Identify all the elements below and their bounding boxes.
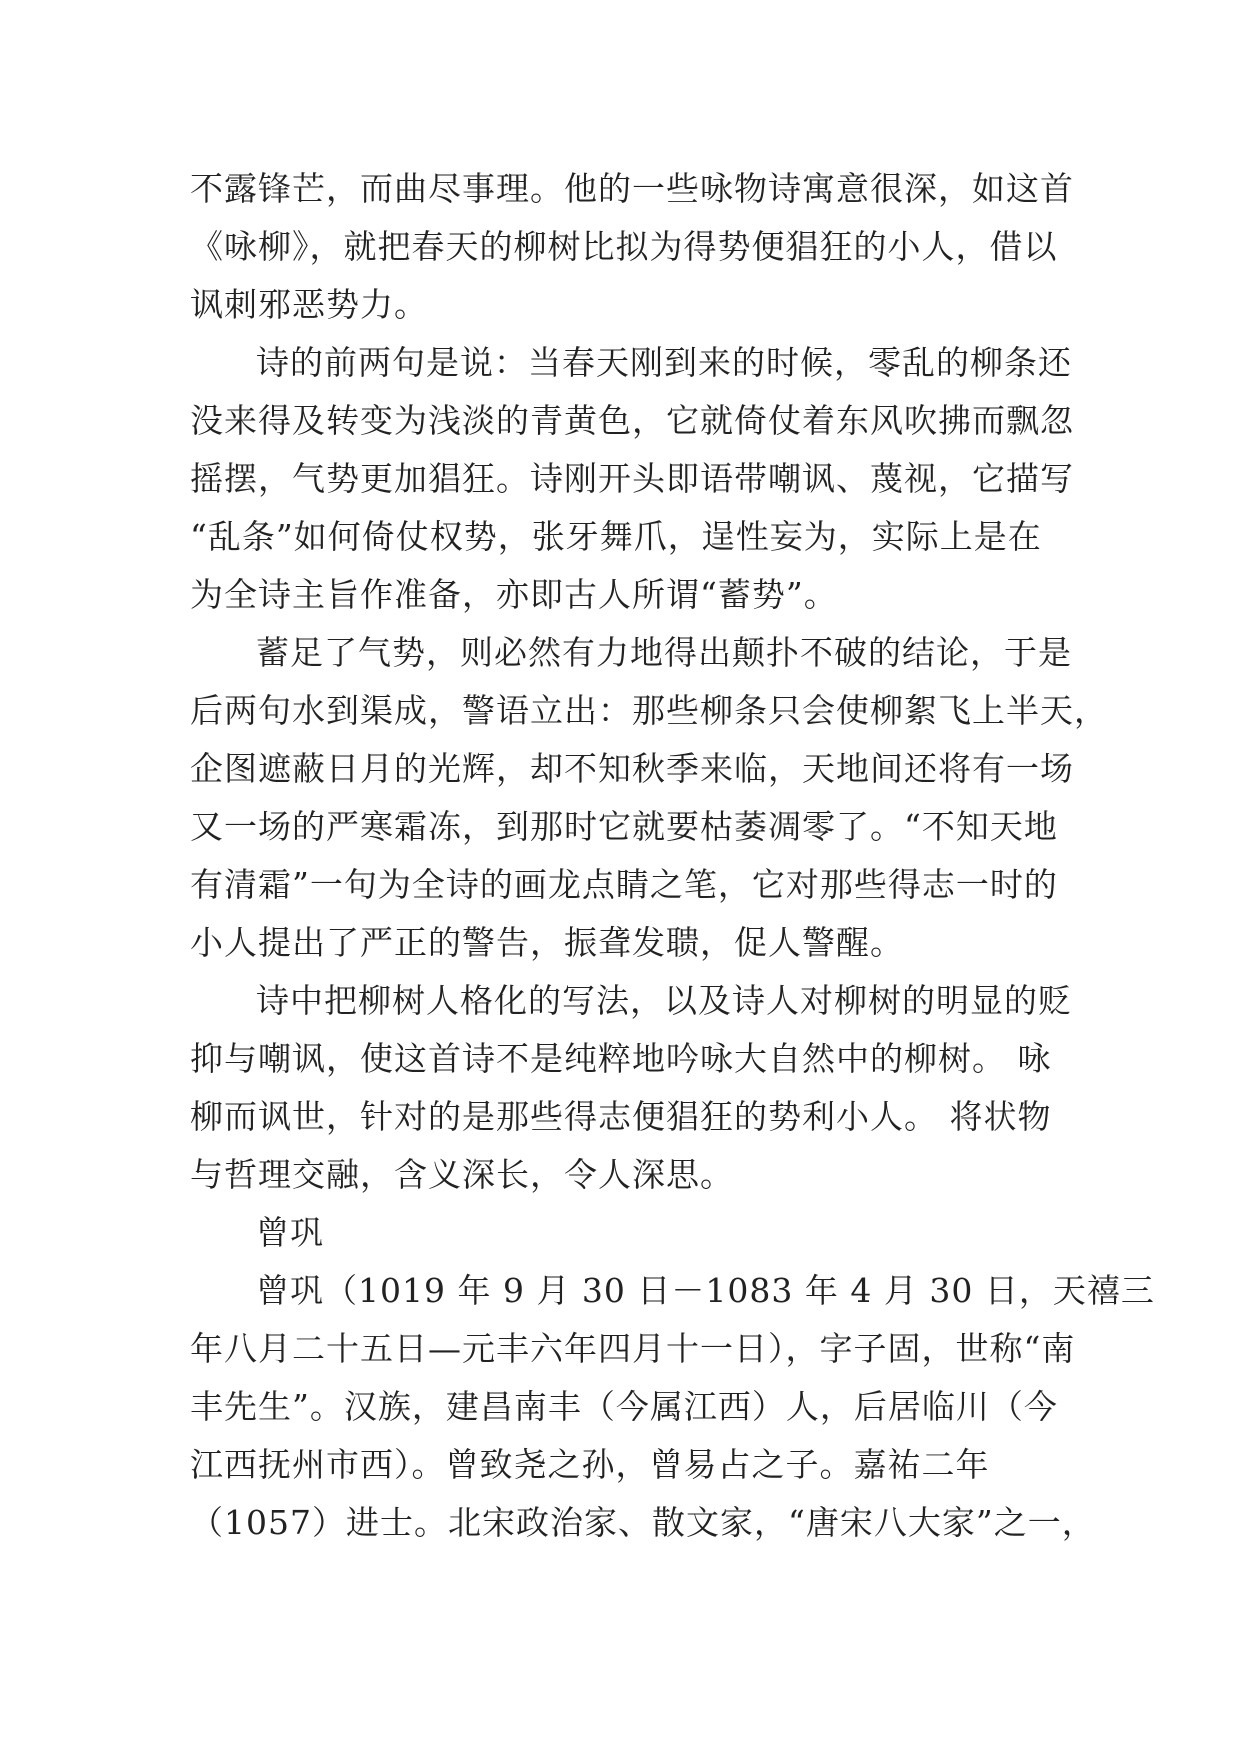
text-line: 与哲理交融，含义深长，令人深思。 [190, 1155, 734, 1194]
text-line: 丰先生”。汉族，建昌南丰（今属江西）人，后居临川（今 [190, 1387, 1058, 1426]
text-line: 后两句水到渠成，警语立出：那些柳条只会使柳絮飞上半天， [190, 691, 1108, 730]
text-line: 曾巩（1019 年 9 月 30 日－1083 年 4 月 30 日，天禧三 [256, 1271, 1155, 1310]
text-line: 诗的前两句是说：当春天刚到来的时候，零乱的柳条还 [256, 343, 1072, 382]
text-line: 摇摆，气势更加猖狂。诗刚开头即语带嘲讽、蔑视，它描写 [190, 459, 1074, 498]
text-line: 年八月二十五日—元丰六年四月十一日），字子固，世称“南 [190, 1329, 1076, 1368]
text-line: 小人提出了严正的警告，振聋发聩，促人警醒。 [190, 923, 904, 962]
text-line: 江西抚州市西）。曾致尧之孙，曾易占之子。嘉祐二年 [190, 1445, 990, 1484]
text-line: 没来得及转变为浅淡的青黄色，它就倚仗着东风吹拂而飘忽 [190, 401, 1074, 440]
text-line: 抑与嘲讽，使这首诗不是纯粹地吟咏大自然中的柳树。 咏 [190, 1039, 1052, 1078]
text-line: 蓄足了气势，则必然有力地得出颠扑不破的结论，于是 [256, 633, 1072, 672]
text-line: 不露锋芒，而曲尽事理。他的一些咏物诗寓意很深，如这首 [190, 169, 1074, 208]
text-line: 讽刺邪恶势力。 [190, 285, 428, 324]
text-line: “乱条”如何倚仗权势，张牙舞爪，逞性妄为，实际上是在 [190, 517, 1042, 556]
section-title: 曾巩 [256, 1213, 324, 1252]
text-line: 《咏柳》，就把春天的柳树比拟为得势便猖狂的小人，借以 [190, 227, 1058, 266]
text-line: 有清霜”一句为全诗的画龙点睛之笔，它对那些得志一时的 [190, 865, 1058, 904]
text-line: 为全诗主旨作准备，亦即古人所谓“蓄势”。 [190, 575, 838, 614]
text-line: （1057）进士。北宋政治家、散文家，“唐宋八大家”之一， [190, 1503, 1096, 1542]
text-line: 柳而讽世，针对的是那些得志便猖狂的势利小人。 将状物 [190, 1097, 1052, 1136]
document-body [190, 160, 1155, 1552]
text-line: 诗中把柳树人格化的写法，以及诗人对柳树的明显的贬 [256, 981, 1072, 1020]
text-line: 企图遮蔽日月的光辉，却不知秋季来临，天地间还将有一场 [190, 749, 1074, 788]
text-line: 又一场的严寒霜冻，到那时它就要枯萎凋零了。“不知天地 [190, 807, 1058, 846]
